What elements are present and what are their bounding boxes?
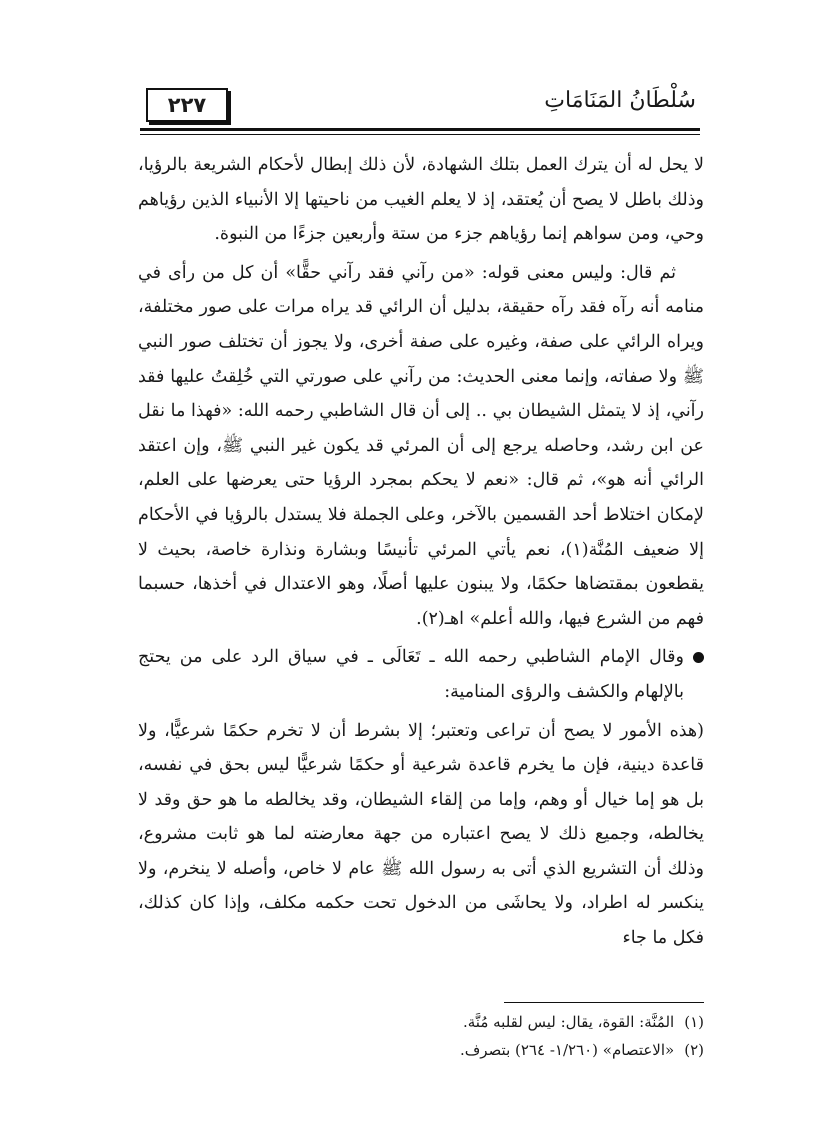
line: عليها أصلًا، وهو الاعتدال في أخذها، حسبما فهم من الشرع فيها، والله أعلم» اهـ(٢).	[138, 574, 704, 629]
line: (هذه الأمور لا يصح أن تراعى وتعتبر؛ إلا بشرط أن لا تخرم حكمًا شرعيًّا، ولا	[138, 720, 704, 741]
line: لا يحل له أن يترك العمل بتلك الشهادة، لأن ذلك إبطال لأحكام الشريعة بالرؤيا،	[138, 155, 704, 175]
footnotes	[300, 1008, 704, 1064]
footnote-2	[300, 1036, 704, 1064]
header-rule-thin	[140, 134, 700, 135]
body-text	[138, 148, 704, 956]
line: وذلك باطل لا يصح أن يُعتقد، إذ لا يعلم الغيب من ناحيتها إلا الأنبياء الذين رؤياهم	[138, 189, 704, 210]
page-header	[138, 78, 700, 126]
footnote-number: (١)	[684, 1013, 704, 1031]
line: الشيطان بي .. إلى أن قال الشاطبي رحمه الله: «فهذا ما نقل عن ابن رشد، وحاصله	[138, 401, 704, 456]
line: بالآخر، وعلى الجملة فلا يستدل بالرؤيا في الأحكام إلا ضعيف المُنَّة(١)، نعم يأتي	[138, 504, 704, 560]
line: وجميع ذلك لا يصح اعتباره من جهة معارضته لما هو ثابت مشروع، وذلك أن	[138, 824, 704, 879]
line: المرئي تأنيسًا وبشارة ونذارة خاصة، بحيث لا يقطعون بمقتضاها حكمًا، ولا يبنون	[138, 539, 704, 595]
footnote-number: (٢)	[684, 1041, 704, 1059]
footnote-text: المُنَّة: القوة، يقال: ليس لقلبه مُنَّة.	[463, 1013, 675, 1031]
line: ثم قال: وليس معنى قوله: «من رآني فقد رآني حقًّا» أن كل من رأى في منامه أنه	[138, 262, 704, 318]
footnote-text: «الاعتصام» (١/٢٦٠- ٢٦٤) بتصرف.	[459, 1041, 675, 1059]
line: التشريع الذي أتى به رسول الله ﷺ عام لا خاص، وأصله لا ينخرم، ولا ينكسر له	[138, 858, 704, 914]
line: وقال الإمام الشاطبي رحمه الله ـ تَعَالَى ـ في سياق الرد على من يحتج بالإلهام	[138, 647, 684, 702]
line: صفة، وغيره على صفة أخرى، ولا يجوز أن تختلف صور النبي ﷺ ولا صفاته، وإنما	[138, 331, 705, 387]
line: قاعدة دينية، فإن ما يخرم قاعدة شرعية أو حكمًا شرعيًّا ليس بحق في نفسه، بل هو	[138, 755, 704, 810]
bullet-icon	[693, 652, 704, 663]
paragraph-1	[138, 148, 704, 252]
footnote-1	[300, 1008, 704, 1036]
page-number: ٢٢٧	[146, 88, 228, 122]
paragraph-3	[138, 640, 704, 709]
line: معنى الحديث: من رآني على صورتي التي خُلِقتُ عليها فقد رآني، إذ لا يتمثل	[138, 366, 705, 422]
footnote-rule	[504, 1002, 704, 1003]
line: إما خيال أو وهم، وإما من إلقاء الشيطان، وقد يخالطه ما هو حق وقد لا يخالطه،	[138, 789, 704, 845]
paragraph-2	[138, 256, 704, 637]
line: والكشف والرؤى المنامية:	[444, 681, 629, 702]
line: لا يحكم بمجرد الرؤيا حتى يعرضها على العلم، لإمكان اختلاط أحد القسمين	[138, 470, 704, 525]
line: يرجع إلى أن المرئي قد يكون غير النبي ﷺ، وإن اعتقد الرائي أنه هو»، ثم قال: «نعم	[138, 435, 704, 491]
line: وحي، ومن سواهم إنما رؤياهم جزء من ستة وأربعين جزءًا من النبوة.	[214, 224, 704, 245]
header-rule-thick	[140, 128, 700, 131]
line: رآه فقد رآه حقيقة، بدليل أن الرائي قد يراه مرات على صور مختلفة، ويراه الرائي على	[138, 297, 705, 352]
paragraph-4	[138, 714, 704, 956]
line: اطراد، ولا يحاشَى من الدخول تحت حكمه مكلف، وإذا كان كذلك، فكل ما جاء	[138, 893, 704, 949]
running-title: سُلْطَانُ المَنَامَاتِ	[544, 88, 696, 113]
